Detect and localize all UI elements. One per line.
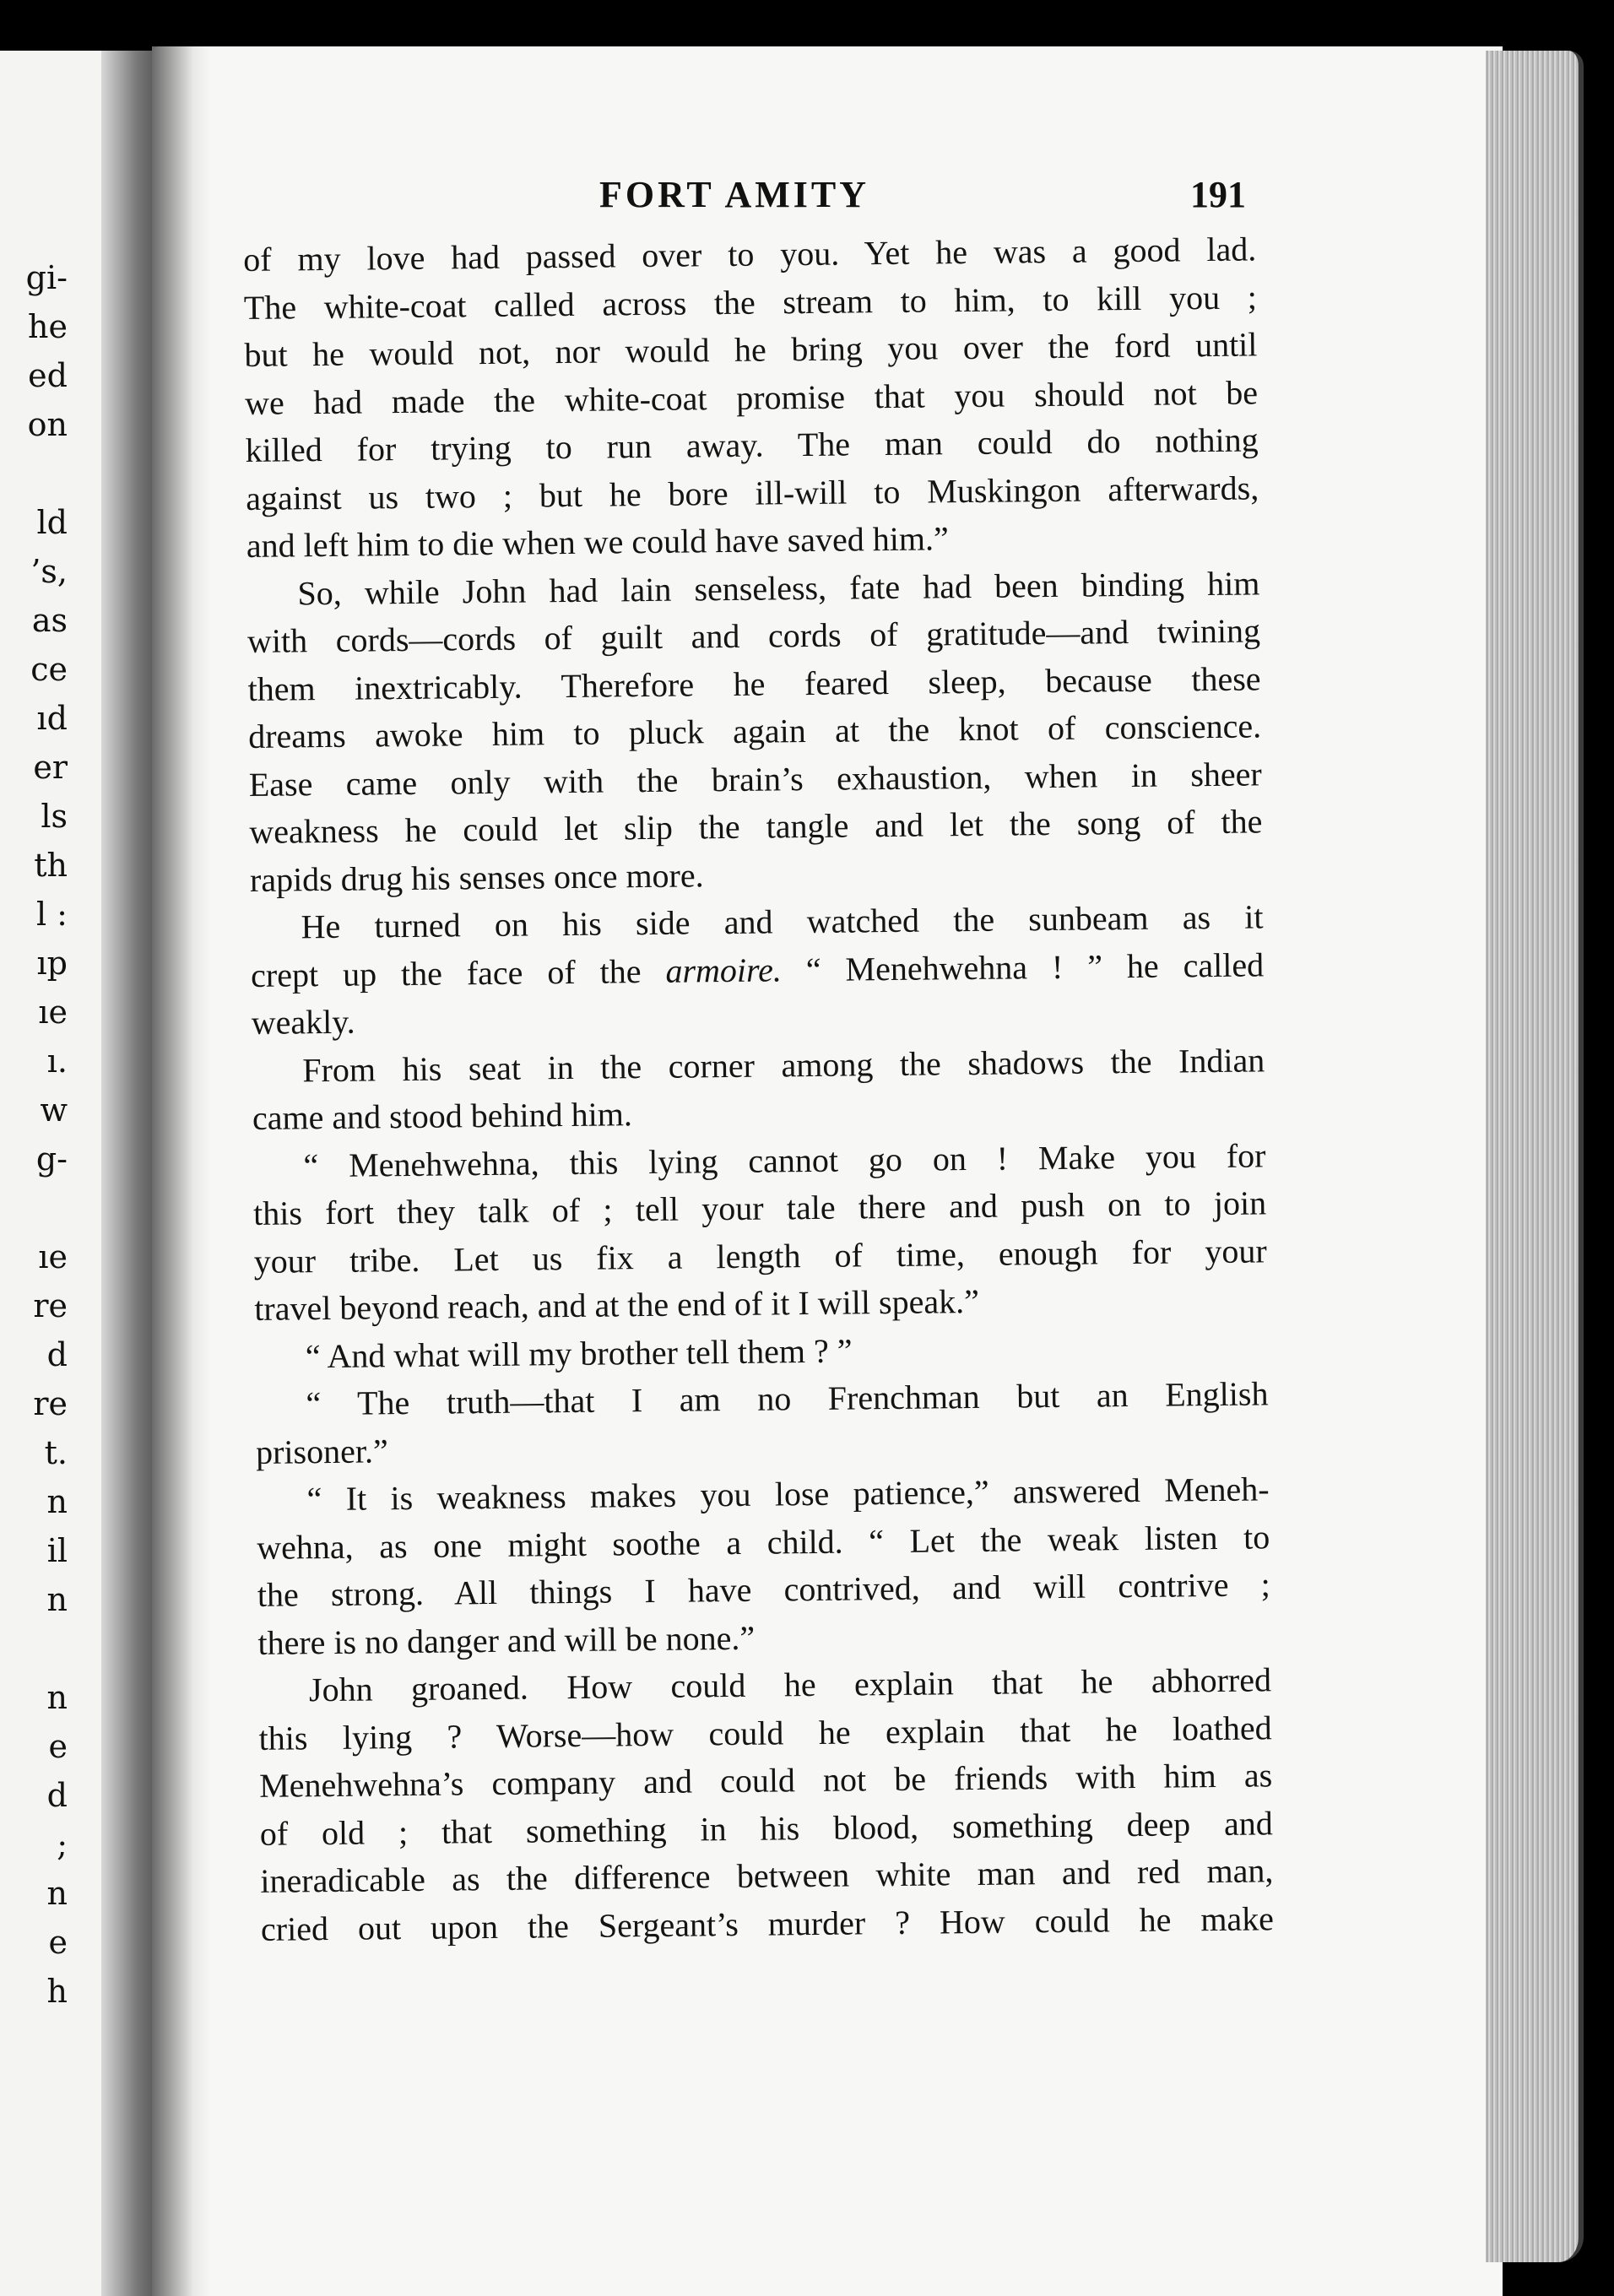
text-line-content: travel beyond reach, and at the end of it I will speak.”: [254, 1281, 980, 1328]
facing-page-fragment: as: [31, 602, 68, 639]
facing-page-fragment: ;: [57, 1826, 68, 1863]
facing-page-fragment: [0, 1183, 68, 1232]
facing-page-fragment: g-: [35, 1140, 68, 1178]
running-title: FORT AMITY: [599, 174, 870, 215]
text-line-content: with cords—cords of guilt and cords of gratitude—and twining: [246, 611, 1261, 660]
facing-page-fragment: re: [33, 1385, 68, 1422]
text-line-content: From his seat in the corner among the shadows the Indian: [302, 1040, 1265, 1089]
text-line-content: Menehwehna’s company and could not be friends with him as: [258, 1756, 1273, 1805]
facing-page-fragment: h: [46, 1973, 68, 2010]
text-line-content: them inextricably. Therefore he feared sleep, because these: [247, 658, 1261, 708]
facing-page-fragment: re: [33, 1287, 68, 1324]
facing-page-fragment: n: [46, 1581, 68, 1618]
text-line-content: the strong. All things I have contrived, and will contrive ;: [257, 1565, 1271, 1614]
facing-page-fragment: n: [46, 1679, 68, 1716]
facing-page-fragment: ld: [36, 504, 68, 541]
facing-page-fragment: il: [46, 1532, 68, 1569]
facing-page-fragment: ed: [28, 357, 68, 394]
text-line-content: killed for trying to run away. The man could do nothing: [245, 420, 1259, 469]
facing-page-fragment: ıd: [36, 700, 68, 737]
text-line-content: rapids drug his senses once more.: [249, 855, 704, 899]
text-line-content: this lying ? Worse—how could he explain that he loathed: [258, 1708, 1272, 1757]
facing-page-fragment: t.: [44, 1434, 68, 1471]
body-text: [243, 225, 1274, 1952]
facing-page-fragment: er: [33, 749, 68, 786]
facing-page-fragment: n: [46, 1483, 68, 1520]
text-line-content: “ The truth—that I am no Frenchman but an English: [306, 1374, 1269, 1423]
facing-page-text-fragments: [0, 253, 68, 2016]
text-line-content: crept up the face of the armoire. “ Menehwehna ! ” he called: [250, 945, 1265, 994]
facing-page-fragment: ıp: [36, 945, 68, 982]
text-line-content: but he would not, nor would he bring you over the ford until: [244, 325, 1258, 374]
text-line-content: wehna, as one might soothe a child. “ Let the weak listen to: [257, 1517, 1270, 1567]
text-line-content: Ease came only with the brain’s exhaustion, when in sheer: [248, 754, 1262, 804]
facing-page-fragment: gi-: [25, 259, 68, 296]
text-line-content: of my love had passed over to you. Yet he was a good lad.: [243, 230, 1257, 279]
page-number: 191: [1190, 174, 1246, 215]
text-line-content: your tribe. Let us fix a length of time, enough for your: [253, 1231, 1267, 1281]
text-line-content: prisoner.”: [255, 1431, 388, 1471]
facing-page-fragment: ce: [30, 651, 68, 688]
text-line-content: John groaned. How could he explain that he abhorred: [308, 1660, 1272, 1709]
text-line-content: The white-coat called across the stream to him, to kill you ;: [243, 277, 1258, 327]
page-binding-shadow: [152, 46, 211, 2296]
facing-page-fragment: w: [40, 1091, 68, 1129]
facing-page-fragment: l :: [35, 896, 68, 933]
text-line-content: and left him to die when we could have saved him.”: [246, 519, 950, 565]
running-head: [236, 173, 1249, 224]
text-line-content: “ It is weakness makes you lose patience,” answered Meneh-: [306, 1470, 1270, 1519]
text-line-content: So, while John had lain senseless, fate had been binding him: [297, 563, 1260, 612]
facing-page-fragment: th: [34, 847, 68, 884]
facing-page-fragment: on: [27, 406, 68, 443]
text-line-content: against us two ; but he bore ill-will to Muskingon afterwards,: [246, 468, 1259, 517]
page-block-edges: [1486, 51, 1584, 2262]
text-line-content: He turned on his side and watched the sunbeam as it: [301, 897, 1264, 946]
facing-page-fragment: [0, 449, 68, 498]
italic-word: armoire.: [665, 950, 783, 990]
text-line-content: there is no danger and will be none.”: [257, 1618, 756, 1662]
text-line-content: this fort they talk of ; tell your tale there and push on to join: [252, 1183, 1267, 1232]
facing-page-fragment: e: [48, 1728, 68, 1765]
text-line-content: of old ; that something in his blood, something deep and: [259, 1803, 1273, 1853]
facing-page-fragment: [0, 1624, 68, 1673]
text-line-content: weakly.: [251, 1002, 355, 1042]
facing-page-fragment: d: [46, 1336, 68, 1373]
facing-page-fragment: ls: [41, 798, 68, 835]
facing-page-fragment: ıe: [38, 1238, 68, 1275]
facing-page-fragment: n: [46, 1875, 68, 1912]
facing-page-fragment: ı.: [46, 1042, 68, 1080]
text-line-content: came and stood behind him.: [252, 1095, 633, 1137]
text-line-content: ineradicable as the difference between white man and red man,: [260, 1851, 1274, 1900]
text-line-content: dreams awoke him to pluck again at the knot of conscience.: [247, 707, 1262, 755]
text-line-content: weakness he could let slip the tangle and let the song of the: [249, 802, 1263, 851]
text-line-content: cried out upon the Sergeant’s murder ? How could he make: [260, 1898, 1275, 1948]
facing-page-fragment: he: [28, 308, 68, 345]
text-line-content: “ Menehwehna, this lying cannot go on ! Make you for: [303, 1135, 1266, 1184]
text-line-content: “ And what will my brother tell them ? ”: [305, 1331, 853, 1375]
facing-page-fragment: ’s,: [30, 553, 68, 590]
facing-page-fragment: ıe: [38, 994, 68, 1031]
facing-page-fragment: d: [46, 1777, 68, 1814]
text-line-content: we had made the white-coat promise that you should not be: [244, 372, 1259, 422]
facing-page-fragment: e: [48, 1924, 68, 1961]
